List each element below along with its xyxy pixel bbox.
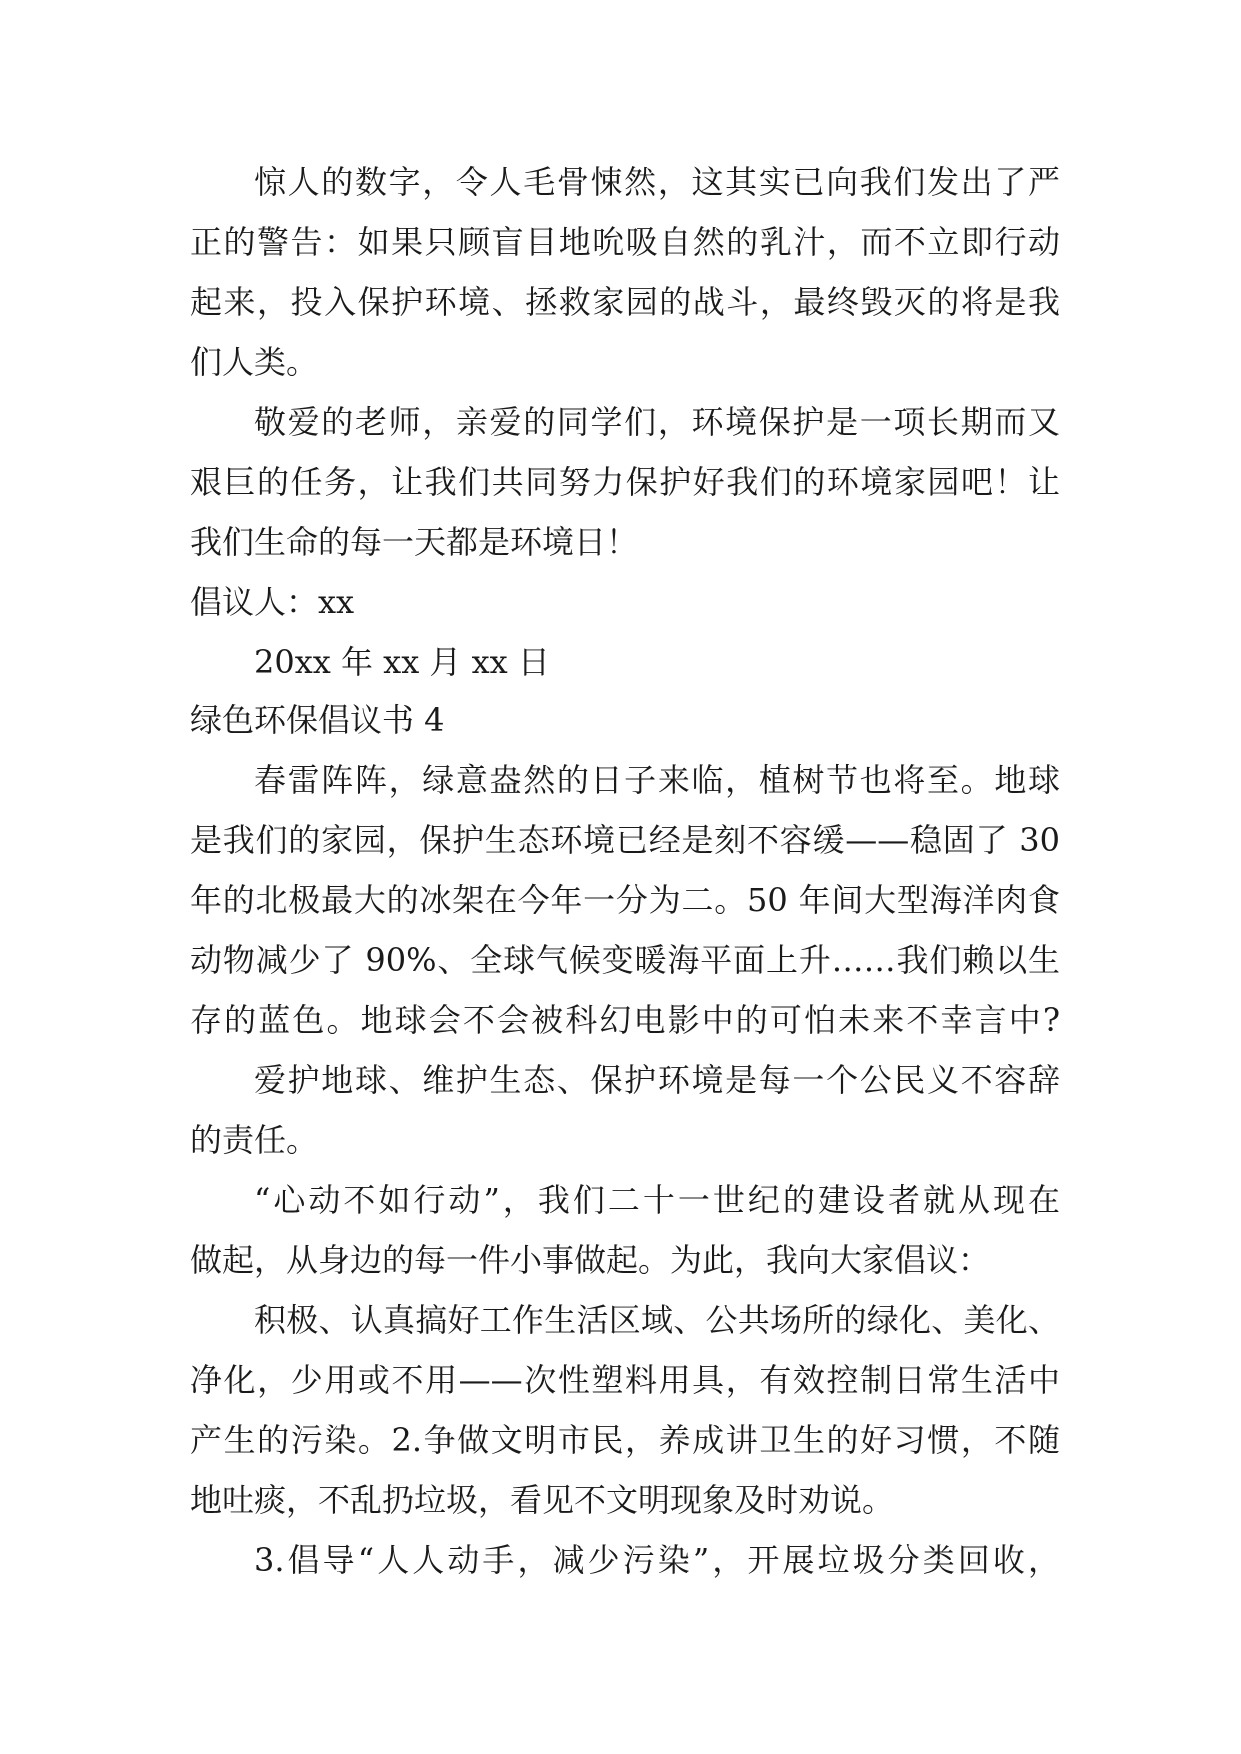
date-line: 20xx 年 xx 月 xx 日: [254, 643, 550, 681]
paragraph-line: 3.倡导“人人动手，减少污染”，开展垃圾分类回收，: [254, 1541, 1060, 1579]
paragraph-line: 的责任。: [190, 1121, 319, 1159]
paragraph-line: 正的警告：如果只顾盲目地吮吸自然的乳汁，而不立即行动: [190, 223, 1060, 261]
paragraph-line: 春雷阵阵，绿意盎然的日子来临，植树节也将至。地球: [254, 761, 1060, 799]
paragraph-line: 存的蓝色。地球会不会被科幻电影中的可怕未来不幸言中?: [190, 1001, 1060, 1039]
paragraph-line: 净化，少用或不用——次性塑料用具，有效控制日常生活中: [190, 1361, 1060, 1399]
section-title: 绿色环保倡议书 4: [190, 701, 445, 739]
paragraph-line: 积极、认真搞好工作生活区域、公共场所的绿化、美化、: [254, 1301, 1060, 1339]
paragraph-line: 惊人的数字，令人毛骨悚然，这其实已向我们发出了严: [254, 163, 1060, 201]
paragraph-line: 产生的污染。2.争做文明市民，养成讲卫生的好习惯，不随: [190, 1421, 1060, 1459]
paragraph-line: “心动不如行动”，我们二十一世纪的建设者就从现在: [254, 1181, 1060, 1219]
paragraph-line: 爱护地球、维护生态、保护环境是每一个公民义不容辞: [254, 1061, 1060, 1099]
paragraph-line: 是我们的家园，保护生态环境已经是刻不容缓——稳固了 30: [190, 821, 1060, 859]
signature-line: 倡议人：xx: [190, 583, 355, 621]
paragraph-line: 我们生命的每一天都是环境日！: [190, 523, 639, 561]
paragraph-line: 做起，从身边的每一件小事做起。为此，我向大家倡议：: [190, 1241, 991, 1279]
paragraph-line: 地吐痰，不乱扔垃圾，看见不文明现象及时劝说。: [190, 1481, 895, 1519]
paragraph-line: 们人类。: [190, 343, 319, 381]
paragraph-line: 艰巨的任务，让我们共同努力保护好我们的环境家园吧！让: [190, 463, 1060, 501]
paragraph-line: 敬爱的老师，亲爱的同学们，环境保护是一项长期而又: [254, 403, 1060, 441]
paragraph-line: 年的北极最大的冰架在今年一分为二。50 年间大型海洋肉食: [190, 881, 1060, 919]
paragraph-line: 起来，投入保护环境、拯救家园的战斗，最终毁灭的将是我: [190, 283, 1060, 321]
paragraph-line: 动物减少了 90%、全球气候变暖海平面上升……我们赖以生: [190, 941, 1060, 979]
